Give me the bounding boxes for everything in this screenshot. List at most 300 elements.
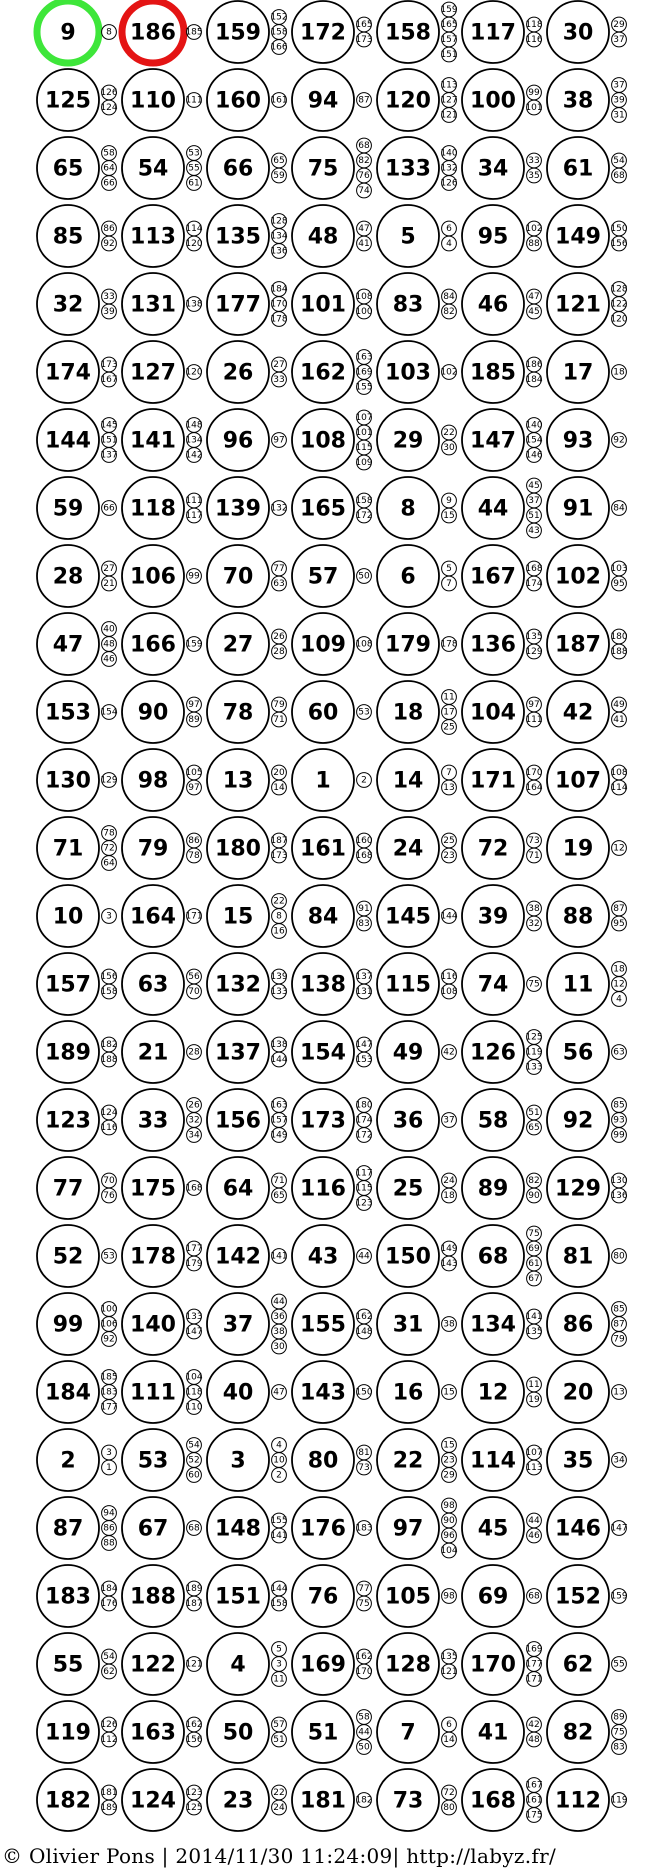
maze-cell[interactable] [122,273,203,335]
link-number: 46 [528,1531,540,1541]
maze-cell[interactable] [207,1293,286,1355]
maze-cell[interactable] [462,205,543,267]
maze-cell[interactable] [462,1021,543,1083]
maze-cell[interactable] [122,1089,201,1151]
maze-cell[interactable] [292,1361,373,1423]
maze-cell[interactable] [462,1293,543,1355]
link-number: 124 [100,103,118,113]
maze-cell[interactable] [547,817,626,879]
cell-number: 50 [222,1720,254,1746]
maze-cell[interactable] [377,885,458,947]
maze-cell[interactable] [122,1565,203,1627]
maze-cell[interactable] [547,1021,626,1083]
maze-cell[interactable] [37,1225,116,1287]
maze-cell[interactable] [122,1497,201,1559]
maze-cell[interactable] [377,205,456,267]
maze-cell[interactable] [37,1157,116,1219]
link-number: 116 [100,1123,118,1133]
link-number: 169 [525,1644,543,1655]
link-number: 114 [185,224,203,234]
link-number: 72 [103,843,115,854]
maze-cell[interactable] [292,1,373,63]
maze-cell[interactable] [547,1701,626,1763]
maze-cell[interactable] [122,409,203,471]
maze-cell[interactable] [547,477,626,539]
link-number: 174 [355,1115,373,1126]
cell-number: 38 [562,88,594,114]
maze-cell[interactable] [377,1769,456,1831]
maze-cell[interactable] [37,885,116,947]
maze-cell[interactable] [547,1565,628,1627]
maze-cell[interactable] [122,1293,203,1355]
maze-cell[interactable] [377,1701,456,1763]
maze-cell[interactable] [37,681,118,743]
link-number: 148 [185,420,203,431]
maze-cell[interactable] [292,1293,373,1355]
maze-cell[interactable] [377,477,456,539]
link-number: 156 [610,239,628,249]
maze-cell[interactable] [37,817,116,879]
link-number: 168 [355,851,373,861]
link-number: 91 [358,904,370,914]
link-number: 61 [188,178,200,189]
maze-cell[interactable] [547,205,628,267]
link-number: 180 [355,1100,373,1111]
maze-cell[interactable] [37,1089,118,1151]
maze-cell[interactable] [292,1429,371,1491]
maze-cell[interactable] [122,1361,203,1423]
cell-number: 36 [392,1108,424,1134]
maze-cell[interactable] [122,681,201,743]
cell-number: 33 [137,1108,169,1134]
maze-cell[interactable] [292,477,373,539]
link-number: 187 [185,1599,203,1609]
link-number: 42 [443,1047,455,1058]
maze-cell[interactable] [37,1429,116,1491]
link-number: 78 [188,851,200,861]
cell-number: 74 [477,972,509,998]
maze-cell[interactable] [292,137,371,199]
maze-cell[interactable] [292,749,371,811]
link-number: 178 [440,639,458,650]
link-number: 2 [361,775,367,786]
maze-cell[interactable] [207,545,286,607]
link-number: 31 [613,110,625,121]
maze-cell[interactable] [377,341,458,403]
cell-number: 151 [215,1584,261,1610]
cell-number: 113 [130,224,176,250]
link-number: 95 [613,579,625,589]
link-number: 134 [270,231,288,242]
maze-cell[interactable] [547,1633,626,1695]
maze-cell[interactable] [37,1633,116,1695]
maze-cell[interactable] [462,1565,541,1627]
cell-number: 106 [130,564,176,590]
link-number: 124 [100,1108,118,1118]
maze-cell[interactable] [377,1429,456,1491]
maze-cell[interactable] [462,69,543,131]
maze-cell[interactable] [292,681,371,743]
link-number: 126 [440,178,458,189]
maze-cell[interactable] [462,1497,541,1559]
maze-cell[interactable] [122,885,203,947]
link-number: 188 [100,1055,118,1065]
link-number: 8 [106,27,112,38]
maze-cell[interactable] [207,205,288,267]
cell-number: 156 [215,1108,261,1134]
cell-number: 145 [385,904,431,930]
maze-cell[interactable] [547,137,626,199]
maze-cell[interactable] [377,1361,456,1423]
cell-number: 189 [45,1040,91,1066]
maze-cell[interactable] [462,1,543,63]
link-number: 162 [355,1312,373,1322]
maze-cell[interactable] [207,1701,286,1763]
maze-cell[interactable] [37,1497,116,1559]
maze-cell[interactable] [37,545,116,607]
maze-cell[interactable] [292,69,371,131]
maze-cell[interactable] [462,409,543,471]
maze-cell[interactable] [207,1633,286,1695]
link-number: 123 [185,1788,203,1798]
cell-number: 5 [400,224,416,250]
maze-cell[interactable] [207,1157,286,1219]
maze-cell[interactable] [207,1497,288,1559]
cell-number: 125 [45,88,91,114]
link-number: 37 [613,35,625,45]
link-number: 133 [270,987,288,997]
maze-cell[interactable] [122,1769,203,1831]
maze-cell[interactable] [292,1633,373,1695]
maze-cell[interactable] [292,341,373,403]
maze-cell[interactable] [377,1633,458,1695]
maze-cell[interactable] [122,1633,203,1695]
maze-cell[interactable] [547,1157,628,1219]
maze-cell[interactable] [207,1361,286,1423]
maze-cell[interactable] [462,885,541,947]
maze-cell[interactable] [207,409,286,471]
link-number: 101 [525,103,543,113]
link-number: 25 [443,836,455,846]
link-number: 17 [443,707,455,718]
maze-cell[interactable] [377,1225,458,1287]
maze-cell[interactable] [377,681,456,743]
maze-cell[interactable] [122,69,203,131]
link-number: 46 [103,654,115,665]
maze-cell[interactable] [292,273,373,335]
cell-number: 75 [307,156,339,182]
maze-cell[interactable] [207,137,286,199]
cell-number: 128 [385,1652,431,1678]
link-number: 44 [358,1727,370,1738]
link-number: 55 [188,163,200,174]
maze-cell[interactable] [462,1429,543,1491]
cell-number: 104 [470,700,516,726]
maze-cell[interactable] [547,545,628,607]
maze-cell[interactable] [462,749,543,811]
maze-cell[interactable] [547,1497,628,1559]
maze-cell[interactable] [207,613,286,675]
maze-cell[interactable] [122,953,201,1015]
link-number: 68 [358,141,370,151]
maze-cell[interactable] [377,1089,456,1151]
maze-cell[interactable] [37,341,118,403]
maze-cell[interactable] [122,1225,203,1287]
maze-cell[interactable] [462,545,543,607]
link-number: 82 [528,1176,540,1186]
maze-cell[interactable] [207,885,286,947]
maze-cell[interactable] [547,1361,626,1423]
link-number: 158 [270,27,288,38]
maze-cell[interactable] [547,1769,628,1831]
maze-cell[interactable] [37,273,116,335]
link-number: 103 [610,564,628,574]
maze-cell[interactable] [122,1021,201,1083]
maze-cell[interactable] [547,1,626,63]
maze-cell[interactable] [122,1429,201,1491]
cell-number: 27 [222,632,254,658]
link-number: 37 [528,496,540,506]
link-number: 142 [185,450,203,461]
maze-cell[interactable] [292,817,373,879]
maze-cell[interactable] [37,1361,118,1423]
maze-cell[interactable] [122,1,203,63]
maze-cell[interactable] [37,1769,118,1831]
maze-cell[interactable] [377,817,456,879]
maze-cell[interactable] [547,885,626,947]
cell-number: 1 [315,768,331,794]
link-number: 54 [188,1440,200,1451]
cell-number: 99 [52,1312,84,1338]
maze-cell[interactable] [547,69,626,131]
maze-cell[interactable] [292,1769,373,1831]
maze-cell[interactable] [547,1429,626,1491]
maze-cell[interactable] [547,1089,626,1151]
link-number: 24 [273,1803,285,1813]
maze-cell[interactable] [122,749,203,811]
maze-cell[interactable] [207,1565,288,1627]
maze-cell[interactable] [37,749,118,811]
maze-cell[interactable] [292,1021,373,1083]
link-number: 133 [525,1062,543,1073]
maze-cell[interactable] [37,1293,118,1355]
maze-cell[interactable] [37,1,116,63]
link-number: 135 [440,1652,458,1662]
cell-number: 44 [477,496,509,522]
maze-cell[interactable] [462,1361,541,1423]
link-number: 15 [443,1440,455,1451]
link-number: 101 [355,428,373,438]
maze-cell[interactable] [547,409,626,471]
link-number: 51 [273,1735,285,1745]
link-number: 141 [525,1312,543,1322]
maze-cell[interactable] [37,137,116,199]
maze-cell[interactable] [377,69,458,131]
link-number: 125 [185,1803,203,1813]
maze-cell[interactable] [37,409,118,471]
cell-number: 142 [215,1244,261,1270]
maze-cell[interactable] [462,273,541,335]
link-number: 63 [273,579,285,589]
maze-cell[interactable] [292,1157,373,1219]
link-number: 68 [528,1591,540,1602]
maze-cell[interactable] [377,1293,456,1355]
maze-cell[interactable] [462,477,541,539]
link-number: 166 [270,42,288,53]
maze-cell[interactable] [292,1497,373,1559]
cell-number: 186 [130,20,176,46]
maze-cell[interactable] [547,1225,626,1287]
link-number: 80 [443,1803,455,1813]
maze-cell[interactable] [462,137,541,199]
cell-number: 73 [392,1788,424,1814]
maze-cell[interactable] [207,69,288,131]
maze-cell[interactable] [547,681,626,743]
maze-cell[interactable] [122,477,203,539]
link-number: 170 [270,299,288,310]
link-number: 87 [358,95,370,106]
maze-cell[interactable] [37,477,116,539]
maze-cell[interactable] [292,1089,373,1151]
maze-cell[interactable] [462,681,543,743]
cell-number: 133 [385,156,431,182]
cell-number: 109 [300,632,346,658]
cell-number: 180 [215,836,261,862]
maze-cell[interactable] [207,1429,286,1491]
maze-cell[interactable] [292,409,373,471]
maze-cell[interactable] [122,613,203,675]
maze-cell[interactable] [37,1565,118,1627]
link-number: 32 [528,919,540,929]
maze-cell[interactable] [377,749,456,811]
maze-cell[interactable] [462,1157,541,1219]
maze-cell[interactable] [377,1021,456,1083]
maze-cell[interactable] [292,545,371,607]
maze-cell[interactable] [377,1497,458,1559]
maze-cell[interactable] [462,1633,543,1695]
link-number: 121 [185,1659,203,1670]
maze-cell[interactable] [377,1565,456,1627]
maze-cell[interactable] [462,817,541,879]
cell-number: 149 [555,224,601,250]
maze-cell[interactable] [207,1089,288,1151]
maze-cell[interactable] [37,69,118,131]
maze-cell[interactable] [207,817,288,879]
cell-number: 159 [215,20,261,46]
maze-cell[interactable] [292,885,371,947]
maze-cell[interactable] [377,273,456,335]
maze-cell[interactable] [462,341,543,403]
cell-number: 35 [562,1448,594,1474]
maze-cell[interactable] [37,1021,118,1083]
maze-cell[interactable] [462,1089,541,1151]
maze-cell[interactable] [122,1701,203,1763]
maze-cell[interactable] [292,1701,371,1763]
link-number: 92 [103,1334,115,1345]
maze-cell[interactable] [547,1293,626,1355]
link-number: 148 [355,1327,373,1337]
link-number: 108 [610,768,628,778]
maze-cell[interactable] [377,545,456,607]
maze-cell[interactable] [377,613,458,675]
link-number: 97 [188,783,200,793]
maze-cell[interactable] [377,953,458,1015]
maze-cell[interactable] [37,953,118,1015]
cell-number: 6 [400,564,416,590]
maze-cell[interactable] [292,1225,371,1287]
maze-cell[interactable] [207,1769,286,1831]
link-number: 5 [276,1644,282,1655]
maze-cell[interactable] [547,613,628,675]
maze-cell[interactable] [122,545,201,607]
link-number: 136 [270,246,288,257]
maze-cell[interactable] [377,1,458,63]
link-number: 22 [273,896,285,907]
maze-cell[interactable] [207,681,286,743]
maze-cell[interactable] [377,409,456,471]
link-number: 167 [525,1780,543,1791]
maze-cell[interactable] [377,1157,456,1219]
cell-number: 2 [60,1448,76,1474]
maze-cell[interactable] [207,749,286,811]
maze-cell[interactable] [462,1225,541,1287]
maze-cell[interactable] [547,749,628,811]
maze-cell[interactable] [547,953,626,1015]
maze-cell[interactable] [292,613,373,675]
cell-number: 19 [562,836,594,862]
maze-cell[interactable] [462,1701,541,1763]
maze-cell[interactable] [122,341,203,403]
maze-cell[interactable] [547,341,626,403]
link-number: 170 [525,768,543,778]
maze-cell[interactable] [462,1769,543,1831]
maze-cell[interactable] [207,1021,288,1083]
maze-cell[interactable] [122,817,201,879]
link-number: 120 [185,367,203,378]
maze-cell[interactable] [207,953,288,1015]
maze-cell[interactable] [37,205,116,267]
maze-cell[interactable] [207,273,288,335]
cell-number: 188 [130,1584,176,1610]
maze-cell[interactable] [207,1225,288,1287]
maze-cell[interactable] [37,1701,118,1763]
link-number: 70 [103,1176,115,1186]
link-number: 111 [185,496,203,506]
link-number: 3 [276,1659,282,1670]
maze-cell[interactable] [547,273,628,335]
maze-cell[interactable] [37,613,116,675]
link-number: 156 [185,1735,203,1745]
maze-cell[interactable] [122,1157,203,1219]
cell-number: 40 [222,1380,254,1406]
maze-cell[interactable] [122,205,203,267]
maze-cell[interactable] [292,1565,371,1627]
maze-cell[interactable] [207,341,286,403]
maze-cell[interactable] [377,137,458,199]
link-number: 153 [355,1055,373,1065]
cell-number: 163 [130,1720,176,1746]
maze-cell[interactable] [462,953,541,1015]
link-number: 168 [525,564,543,574]
link-number: 116 [440,972,458,982]
maze-cell[interactable] [292,205,371,267]
maze-cell[interactable] [207,1,288,63]
maze-cell[interactable] [462,613,543,675]
maze-cell[interactable] [122,137,201,199]
cell-number: 91 [562,496,594,522]
maze-cell[interactable] [292,953,373,1015]
maze-cell[interactable] [207,477,288,539]
